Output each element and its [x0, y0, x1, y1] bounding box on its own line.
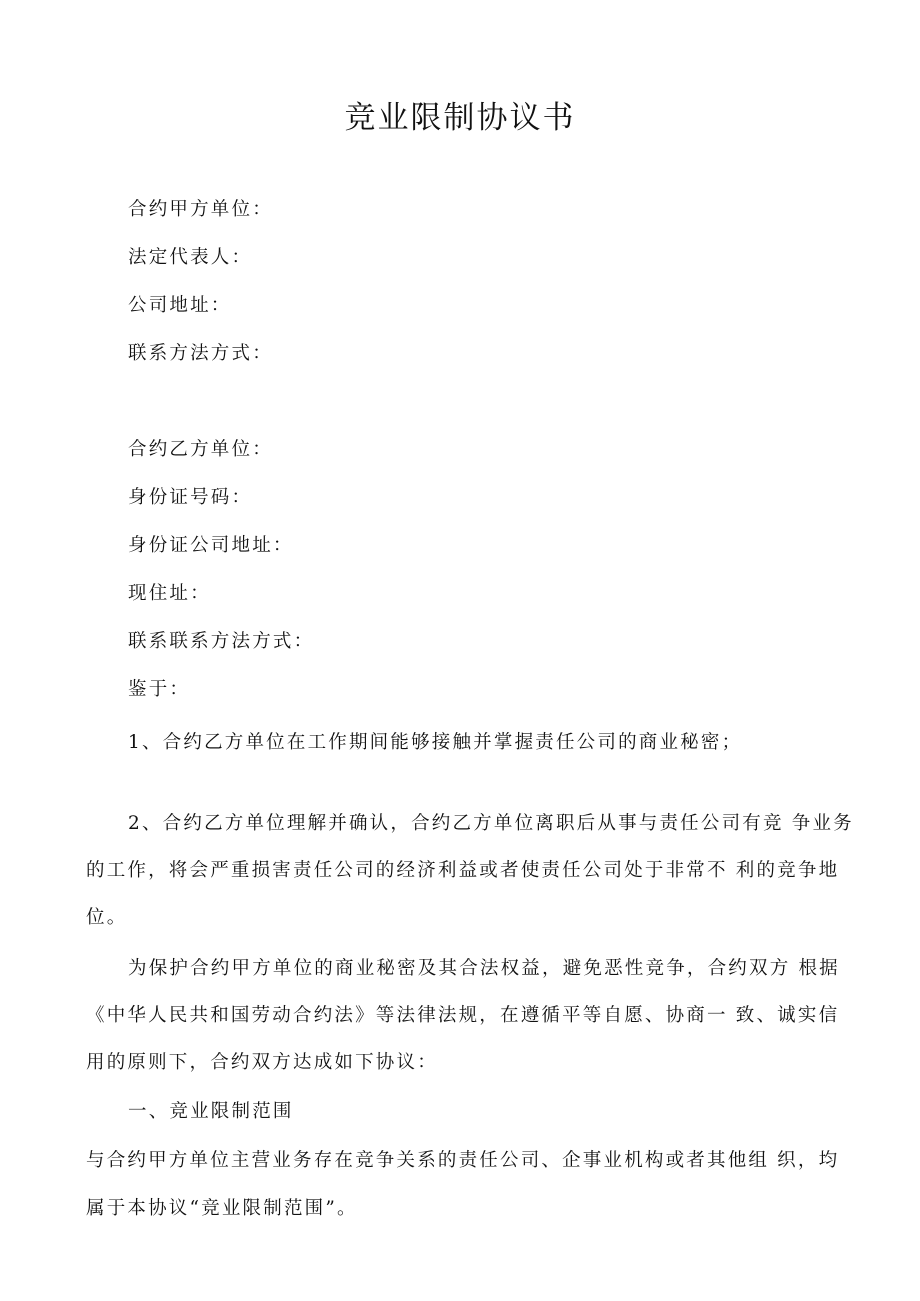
section-1-line-1: 与合约甲方单位主营业务存在竞争关系的责任公司、企事业机构或者其他组 织，均 [86, 1150, 840, 1171]
purpose-line-3: 用的原则下，合约双方达成如下协议： [86, 1052, 438, 1073]
section-1-heading: 一、竞业限制范围 [128, 1101, 294, 1122]
section-1-line-2: 属于本协议“竞业限制范围”。 [86, 1198, 358, 1219]
party-a-address-label: 公司地址： [128, 295, 232, 316]
clause-2-line-1: 2、合约乙方单位理解并确认，合约乙方单位离职后从事与责任公司有竞 争业务 [128, 813, 854, 834]
purpose-line-2: 《中华人民共和国劳动合约法》等法律法规，在遵循平等自愿、协商一 致、诚实信 [86, 1005, 840, 1026]
clause-2-line-2: 的工作，将会严重损害责任公司的经济利益或者使责任公司处于非常不 利的竞争地 [86, 860, 840, 881]
party-b-unit-label: 合约乙方单位： [128, 439, 273, 460]
party-b-contact-label: 联系联系方法方式： [128, 631, 315, 652]
whereas-heading: 鉴于： [128, 679, 191, 700]
party-b-current-address-label: 现住址： [128, 583, 211, 604]
party-b-id-label: 身份证号码： [128, 487, 253, 508]
party-a-unit-label: 合约甲方单位： [128, 199, 273, 220]
clause-2-line-3: 位。 [86, 907, 128, 928]
party-a-representative-label: 法定代表人： [128, 247, 253, 268]
party-a-contact-label: 联系方法方式： [128, 343, 273, 364]
document-title: 竞业限制协议书 [344, 100, 576, 136]
party-b-id-address-label: 身份证公司地址： [128, 535, 294, 556]
purpose-line-1: 为保护合约甲方单位的商业秘密及其合法权益，避免恶性竞争，合约双方 根据 [128, 958, 840, 979]
clause-1: 1、合约乙方单位在工作期间能够接触并掌握责任公司的商业秘密； [128, 732, 743, 753]
